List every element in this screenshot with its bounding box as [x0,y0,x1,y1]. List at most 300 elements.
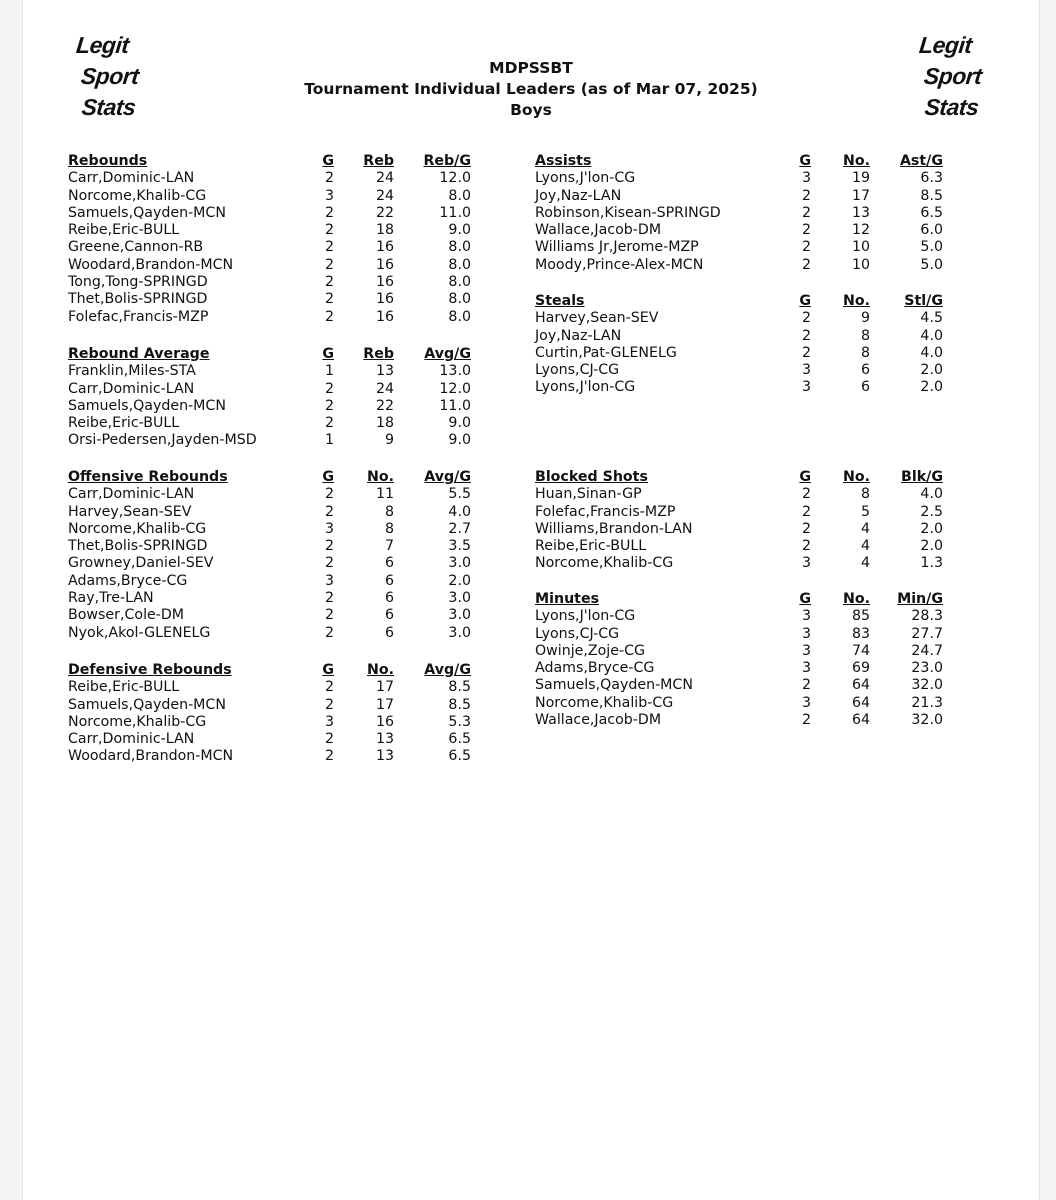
games-played: 2 [324,239,334,256]
table-row [535,712,943,729]
player-name: Carr,Dominic-LAN [68,486,195,503]
player-name: Reibe,Eric-BULL [68,679,180,696]
games-played: 2 [324,555,334,572]
stat-total: 16 [375,256,394,273]
stat-total: 5 [860,503,870,520]
games-played: 2 [324,503,334,520]
table-row [68,363,471,380]
stat-per-game: 3.0 [448,624,471,641]
player-name: Williams Jr,Jerome-MZP [535,239,699,256]
games-played: 2 [324,308,334,325]
player-name: Ray,Tre-LAN [68,590,154,607]
table-row [68,239,471,256]
stat-per-game: 8.0 [448,291,471,308]
table-row [535,608,943,625]
stat-total: 17 [375,696,394,713]
player-name: Harvey,Sean-SEV [535,310,659,327]
logo-line: Stats [80,94,137,120]
player-name: Franklin,Miles-STA [68,363,196,380]
column-header: Min/G [897,591,943,607]
stat-total: 12 [851,222,870,239]
section-header-row [535,153,943,170]
games-played: 2 [324,291,334,308]
player-name: Robinson,Kisean-SPRINGD [535,204,721,221]
table-row [68,679,471,696]
games-played: 2 [324,380,334,397]
games-played: 2 [324,590,334,607]
table-row [68,697,471,714]
stat-per-game: 4.0 [920,486,943,503]
column-header: G [799,153,811,169]
table-row [535,188,943,205]
stat-total: 10 [851,256,870,273]
table-row [535,677,943,694]
player-name: Carr,Dominic-LAN [68,170,195,187]
table-row [68,291,471,308]
stat-per-game: 6.5 [920,204,943,221]
table-row [535,504,943,521]
stat-total: 6 [384,607,394,624]
stat-per-game: 3.0 [448,555,471,572]
column-header: Reb/G [423,153,471,169]
games-played: 2 [324,748,334,765]
games-played: 3 [801,660,811,677]
stat-total: 17 [375,679,394,696]
games-played: 2 [324,170,334,187]
table-row [535,205,943,222]
stat-total: 24 [375,380,394,397]
assists-table [535,153,943,274]
column-header: G [322,469,334,485]
stat-total: 16 [375,239,394,256]
stat-total: 6 [384,555,394,572]
stat-per-game: 8.5 [920,187,943,204]
player-name: Samuels,Qayden-MCN [68,397,226,414]
stat-per-game: 5.0 [920,256,943,273]
games-played: 3 [801,642,811,659]
games-played: 2 [801,327,811,344]
stat-per-game: 2.5 [920,503,943,520]
stat-per-game: 21.3 [911,694,943,711]
stat-total: 13 [851,204,870,221]
stat-total: 24 [375,170,394,187]
games-played: 2 [801,204,811,221]
stat-total: 17 [851,187,870,204]
section-title: Assists [535,153,592,169]
table-row [535,379,943,396]
section-title: Blocked Shots [535,469,648,485]
stat-per-game: 4.0 [920,344,943,361]
stat-total: 69 [851,660,870,677]
stat-per-game: 11.0 [439,204,471,221]
stat-per-game: 4.5 [920,310,943,327]
table-row [68,573,471,590]
column-header: No. [842,153,870,169]
player-name: Lyons,J'lon-CG [535,379,636,396]
column-header: G [322,346,334,362]
table-row [535,345,943,362]
stat-per-game: 4.0 [448,503,471,520]
games-played: 2 [324,222,334,239]
table-row [68,398,471,415]
column-header: Avg/G [424,469,471,485]
player-name: Norcome,Khalib-CG [68,520,207,537]
section-header-row [68,662,471,679]
stat-total: 6 [384,590,394,607]
table-row [68,538,471,555]
stat-per-game: 6.5 [448,748,471,765]
stat-total: 64 [851,712,870,729]
stat-total: 4 [860,538,870,555]
table-row [68,309,471,326]
player-name: Adams,Bryce-CG [535,660,655,677]
stat-total: 16 [375,713,394,730]
logo-line: Sport [79,63,140,89]
column-header: No. [366,469,394,485]
table-row [68,486,471,503]
table-row [68,731,471,748]
player-name: Williams,Brandon-LAN [535,520,693,537]
games-played: 2 [801,538,811,555]
games-played: 2 [324,731,334,748]
column-header: G [799,293,811,309]
player-name: Wallace,Jacob-DM [535,712,662,729]
games-played: 3 [801,362,811,379]
player-name: Reibe,Eric-BULL [68,222,180,239]
section-title: Rebound Average [68,346,210,362]
stat-total: 16 [375,308,394,325]
stat-per-game: 11.0 [439,397,471,414]
stat-per-game: 13.0 [439,363,471,380]
table-row [535,695,943,712]
player-name: Thet,Bolis-SPRINGD [68,291,208,308]
stat-per-game: 2.0 [920,520,943,537]
stat-per-game: 8.0 [448,274,471,291]
player-name: Folefac,Francis-MZP [535,503,676,520]
stat-total: 6 [860,362,870,379]
games-played: 2 [801,677,811,694]
offensive-rebounds-table [68,469,471,642]
table-row [535,170,943,187]
logo-line: Legit [917,32,974,58]
games-played: 3 [801,694,811,711]
games-played: 2 [801,222,811,239]
column-header: Avg/G [424,662,471,678]
stat-total: 24 [375,187,394,204]
stat-total: 64 [851,677,870,694]
stat-per-game: 12.0 [439,380,471,397]
games-played: 2 [801,486,811,503]
player-name: Wallace,Jacob-DM [535,222,662,239]
table-row [535,555,943,572]
table-row [68,521,471,538]
stat-per-game: 12.0 [439,170,471,187]
games-played: 3 [801,379,811,396]
division-label: Boys [510,101,552,119]
stat-total: 8 [384,503,394,520]
section-title: Defensive Rebounds [68,662,232,678]
games-played: 2 [324,204,334,221]
games-played: 2 [324,486,334,503]
stat-total: 6 [384,572,394,589]
stat-total: 16 [375,274,394,291]
section-header-row [535,591,943,608]
games-played: 2 [801,712,811,729]
column-header: Stl/G [904,293,943,309]
table-row [535,521,943,538]
table-row [535,257,943,274]
column-header: No. [842,591,870,607]
column-header: G [322,153,334,169]
player-name: Huan,Sinan-GP [535,486,642,503]
org-title: MDPSSBT [489,59,573,77]
section-header-row [68,346,471,363]
stat-per-game: 32.0 [911,677,943,694]
stat-per-game: 6.5 [448,731,471,748]
stat-per-game: 28.3 [911,608,943,625]
games-played: 2 [801,239,811,256]
stat-total: 6 [384,624,394,641]
stat-per-game: 3.0 [448,590,471,607]
column-header: Blk/G [901,469,943,485]
games-played: 2 [801,310,811,327]
stat-total: 6 [860,379,870,396]
minutes-table [535,591,943,729]
stat-per-game: 4.0 [920,327,943,344]
games-played: 2 [801,187,811,204]
games-played: 2 [324,397,334,414]
player-name: Lyons,J'lon-CG [535,608,636,625]
table-row [68,714,471,731]
stat-total: 13 [375,731,394,748]
player-name: Joy,Naz-LAN [535,187,622,204]
games-played: 3 [801,555,811,572]
stat-total: 18 [375,222,394,239]
player-name: Norcome,Khalib-CG [68,713,207,730]
games-played: 2 [324,624,334,641]
section-title: Rebounds [68,153,148,169]
player-name: Joy,Naz-LAN [535,327,622,344]
stat-per-game: 8.0 [448,187,471,204]
player-name: Orsi-Pedersen,Jayden-MSD [68,432,257,449]
stat-total: 9 [384,432,394,449]
logo-line: Legit [74,32,131,58]
games-played: 2 [801,503,811,520]
games-played: 3 [801,625,811,642]
table-row [535,310,943,327]
logo-line: Sport [922,63,983,89]
table-row [68,415,471,432]
games-played: 2 [324,274,334,291]
player-name: Norcome,Khalib-CG [535,555,674,572]
stat-total: 8 [860,327,870,344]
stat-total: 85 [851,608,870,625]
table-row [68,205,471,222]
stat-per-game: 9.0 [448,432,471,449]
column-header: No. [842,293,870,309]
games-played: 3 [801,608,811,625]
games-played: 2 [324,538,334,555]
games-played: 2 [324,679,334,696]
table-row [535,643,943,660]
column-header: No. [366,662,394,678]
stat-total: 19 [851,170,870,187]
stat-total: 18 [375,415,394,432]
player-name: Tong,Tong-SPRINGD [68,274,208,291]
stat-total: 64 [851,694,870,711]
column-header: Reb [363,346,394,362]
games-played: 2 [801,344,811,361]
stat-total: 4 [860,520,870,537]
stat-per-game: 5.0 [920,239,943,256]
games-played: 2 [324,415,334,432]
player-name: Carr,Dominic-LAN [68,731,195,748]
games-played: 3 [324,187,334,204]
table-row [68,274,471,291]
table-row [68,607,471,624]
stat-per-game: 32.0 [911,712,943,729]
games-played: 2 [324,696,334,713]
section-header-row [535,469,943,486]
table-row [68,504,471,521]
stat-per-game: 24.7 [911,642,943,659]
table-row [68,432,471,449]
games-played: 3 [801,170,811,187]
player-name: Samuels,Qayden-MCN [535,677,693,694]
table-row [535,626,943,643]
stat-per-game: 23.0 [911,660,943,677]
games-played: 1 [324,432,334,449]
stat-total: 16 [375,291,394,308]
games-played: 3 [324,572,334,589]
stat-total: 8 [860,344,870,361]
report-title: Tournament Individual Leaders (as of Mar 07, 2025) [304,80,758,98]
section-title: Minutes [535,591,600,607]
player-name: Reibe,Eric-BULL [535,538,647,555]
player-name: Norcome,Khalib-CG [68,187,207,204]
stat-per-game: 8.5 [448,679,471,696]
games-played: 3 [324,713,334,730]
player-name: Norcome,Khalib-CG [535,694,674,711]
stat-total: 22 [375,204,394,221]
stat-per-game: 9.0 [448,415,471,432]
stat-total: 74 [851,642,870,659]
table-row [535,660,943,677]
stat-per-game: 2.7 [448,520,471,537]
table-row [68,381,471,398]
player-name: Greene,Cannon-RB [68,239,204,256]
table-row [68,590,471,607]
table-row [68,222,471,239]
stat-total: 8 [384,520,394,537]
section-header-row [68,153,471,170]
table-row [68,257,471,274]
player-name: Woodard,Brandon-MCN [68,748,234,765]
column-header: G [799,469,811,485]
stat-per-game: 1.3 [920,555,943,572]
games-played: 2 [801,256,811,273]
stat-total: 11 [375,486,394,503]
stat-total: 10 [851,239,870,256]
player-name: Lyons,CJ-CG [535,625,620,642]
player-name: Lyons,J'lon-CG [535,170,636,187]
games-played: 2 [324,256,334,273]
player-name: Samuels,Qayden-MCN [68,204,226,221]
column-header: Ast/G [899,153,943,169]
stat-per-game: 8.0 [448,239,471,256]
stat-per-game: 8.5 [448,696,471,713]
player-name: Owinje,Zoje-CG [535,642,645,659]
column-header: Avg/G [424,346,471,362]
stat-per-game: 3.0 [448,607,471,624]
player-name: Harvey,Sean-SEV [68,503,192,520]
table-row [535,538,943,555]
games-played: 1 [324,363,334,380]
stat-per-game: 9.0 [448,222,471,239]
games-played: 3 [324,520,334,537]
table-row [535,222,943,239]
report-header [23,58,1039,121]
table-row [68,748,471,765]
player-name: Samuels,Qayden-MCN [68,696,226,713]
report-page [22,0,1040,1200]
stat-total: 22 [375,397,394,414]
column-header: G [322,662,334,678]
table-row [535,486,943,503]
stat-per-game: 2.0 [448,572,471,589]
stat-total: 13 [375,748,394,765]
stat-total: 83 [851,625,870,642]
player-name: Nyok,Akol-GLENELG [68,624,211,641]
player-name: Lyons,CJ-CG [535,362,620,379]
player-name: Folefac,Francis-MZP [68,308,209,325]
player-name: Bowser,Cole-DM [68,607,185,624]
stat-per-game: 5.3 [448,713,471,730]
section-title: Offensive Rebounds [68,469,228,485]
table-row [68,625,471,642]
player-name: Moody,Prince-Alex-MCN [535,256,704,273]
stat-total: 4 [860,555,870,572]
defensive-rebounds-table [68,662,471,766]
player-name: Carr,Dominic-LAN [68,380,195,397]
table-row [535,362,943,379]
rebound-average-table [68,346,471,450]
rebounds-table [68,153,471,326]
section-header-row [535,293,943,310]
column-header: Reb [363,153,394,169]
player-name: Curtin,Pat-GLENELG [535,344,677,361]
player-name: Adams,Bryce-CG [68,572,188,589]
games-played: 2 [324,607,334,624]
stat-per-game: 8.0 [448,308,471,325]
stat-per-game: 2.0 [920,379,943,396]
stat-per-game: 6.3 [920,170,943,187]
stat-per-game: 2.0 [920,362,943,379]
player-name: Woodard,Brandon-MCN [68,256,234,273]
stat-per-game: 27.7 [911,625,943,642]
column-header: G [799,591,811,607]
table-row [68,170,471,187]
player-name: Reibe,Eric-BULL [68,415,180,432]
section-title: Steals [535,293,585,309]
player-name: Growney,Daniel-SEV [68,555,214,572]
stat-total: 9 [860,310,870,327]
stat-per-game: 2.0 [920,538,943,555]
stat-per-game: 3.5 [448,538,471,555]
player-name: Thet,Bolis-SPRINGD [68,538,208,555]
section-header-row [68,469,471,486]
table-row [68,555,471,572]
